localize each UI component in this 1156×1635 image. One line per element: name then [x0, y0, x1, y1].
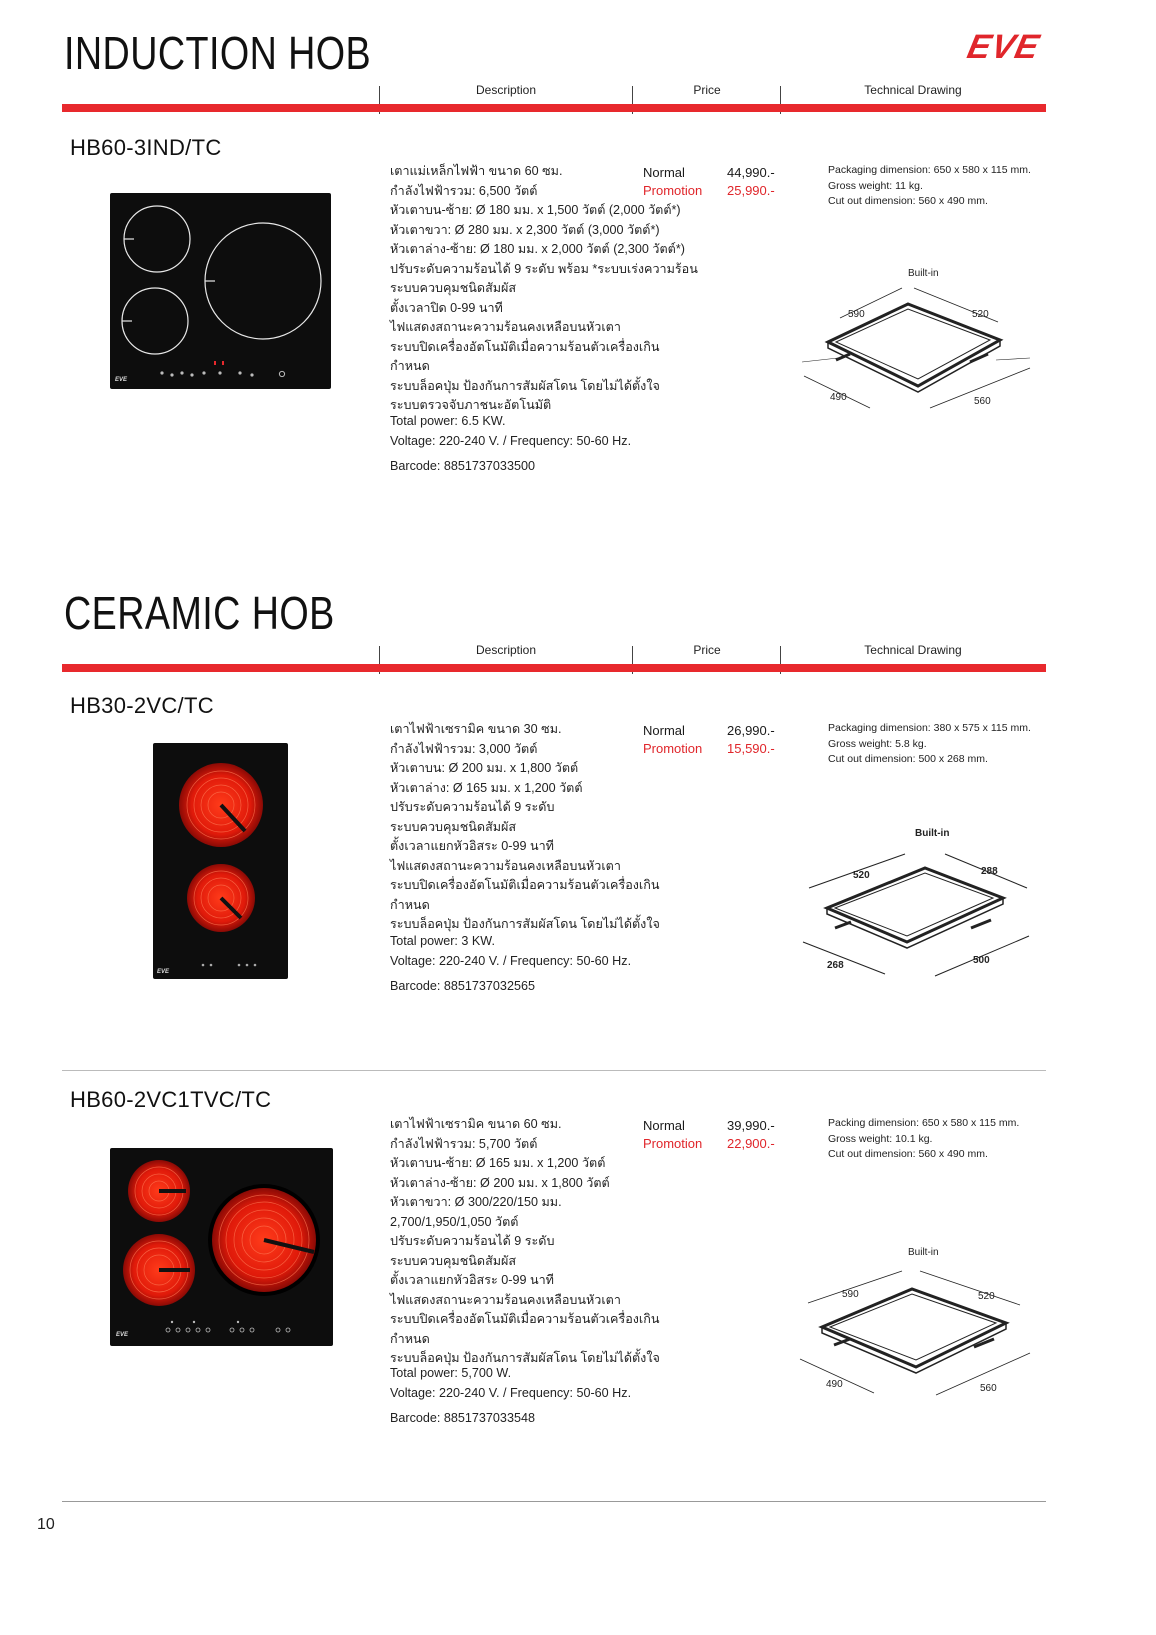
- desc-line: ตั้งเวลาปิด 0-99 นาที: [390, 300, 503, 315]
- desc-line: ปรับระดับความร้อนได้ 9 ระดับ: [390, 1234, 555, 1248]
- barcode: Barcode: 8851737033500: [390, 459, 535, 473]
- barcode: Barcode: 8851737033548: [390, 1411, 535, 1425]
- desc-line: ระบบปิดเครื่องอัตโนมัติเมื่อความร้อนตัวเครื่องเกิน: [390, 339, 660, 354]
- column-header-drawing: Technical Drawing: [864, 643, 962, 657]
- footer-divider: [62, 1501, 1046, 1502]
- desc-line: เตาไฟฟ้าเซรามิค ขนาด 60 ซม.: [390, 1117, 562, 1131]
- desc-line: กำลังไฟฟ้ารวม: 5,700 วัตต์: [390, 1136, 538, 1151]
- total-power: Total power: 5,700 W.: [390, 1366, 512, 1380]
- desc-line: หัวเตาล่าง-ซ้าย: Ø 180 มม. x 2,000 วัตต์ (2,300 วัตต์*): [390, 242, 685, 256]
- desc-line: กำหนด: [390, 897, 430, 912]
- desc-line: หัวเตาขวา: Ø 280 มม. x 2,300 วัตต์ (3,000 วัตต์*): [390, 222, 660, 237]
- promotion-price: 25,990.-: [727, 183, 775, 198]
- builtin-label: Built-in: [908, 1247, 939, 1258]
- desc-line: หัวเตาบน: Ø 200 มม. x 1,800 วัตต์: [390, 761, 579, 775]
- desc-line: ปรับระดับความร้อนได้ 9 ระดับ: [390, 800, 555, 814]
- packaging-dimension: Packaging dimension: 380 x 575 x 115 mm.: [828, 722, 1031, 734]
- dimension-label: 520: [978, 1291, 995, 1302]
- gross-weight: Gross weight: 10.1 kg.: [828, 1132, 933, 1145]
- technical-drawing: [790, 1243, 1040, 1403]
- desc-line: หัวเตาล่าง: Ø 165 มม. x 1,200 วัตต์: [390, 780, 583, 795]
- cutout-dimension: Cut out dimension: 500 x 268 mm.: [828, 753, 988, 765]
- normal-price: 26,990.-: [727, 723, 775, 738]
- dimension-label: 490: [830, 392, 847, 403]
- desc-line: ระบบล็อคปุ่ม ป้องกันการสัมผัสโดน โดยไม่ได้ตั้งใจ: [390, 378, 660, 393]
- column-header-price: Price: [693, 83, 721, 97]
- column-header-drawing: Technical Drawing: [864, 83, 962, 97]
- product-divider: [62, 1070, 1046, 1071]
- desc-line: 2,700/1,950/1,050 วัตต์: [390, 1214, 519, 1229]
- power-specs: [390, 932, 631, 971]
- gross-weight: Gross weight: 11 kg.: [828, 179, 923, 192]
- desc-line: เตาไฟฟ้าเซรามิค ขนาด 30 ซม.: [390, 722, 562, 736]
- packaging-dimension: Packaging dimension: 650 x 580 x 115 mm.: [828, 164, 1031, 176]
- desc-line: กำลังไฟฟ้ารวม: 6,500 วัตต์: [390, 183, 538, 198]
- svg-text:EVE: EVE: [116, 1332, 129, 1338]
- cutout-dimension: Cut out dimension: 560 x 490 mm.: [828, 1148, 988, 1160]
- builtin-label: Built-in: [908, 268, 939, 279]
- technical-specs: [828, 721, 1031, 768]
- desc-line: กำลังไฟฟ้ารวม: 3,000 วัตต์: [390, 741, 538, 756]
- promotion-price: 15,590.-: [727, 741, 775, 756]
- desc-line: ระบบล็อคปุ่ม ป้องกันการสัมผัสโดน โดยไม่ได้ตั้งใจ: [390, 1351, 660, 1365]
- desc-line: ระบบควบคุมชนิดสัมผัส: [390, 819, 517, 834]
- desc-line: ระบบล็อคปุ่ม ป้องกันการสัมผัสโดน โดยไม่ได้ตั้งใจ: [390, 917, 660, 931]
- builtin-hob-diagram: [790, 264, 1040, 424]
- dimension-label: 520: [972, 309, 989, 320]
- desc-line: หัวเตาบน-ซ้าย: Ø 165 มม. x 1,200 วัตต์: [390, 1156, 606, 1170]
- normal-price-label: Normal: [643, 165, 685, 180]
- technical-drawing: [795, 824, 1045, 984]
- desc-line: ระบบปิดเครื่องอัตโนมัติเมื่อความร้อนตัวเครื่องเกิน: [390, 878, 660, 892]
- normal-price: 44,990.-: [727, 165, 775, 180]
- dimension-label: 590: [848, 309, 865, 320]
- dimension-label: 500: [973, 955, 990, 966]
- power-specs: [390, 1364, 631, 1403]
- desc-line: กำหนด: [390, 359, 430, 373]
- column-header-description: Description: [475, 83, 537, 97]
- gross-weight: Gross weight: 5.8 kg.: [828, 737, 927, 750]
- desc-line: ไฟแสดงสถานะความร้อนคงเหลือบนหัวเตา: [390, 320, 621, 334]
- svg-text:EVE: EVE: [115, 377, 128, 383]
- column-header-price: Price: [693, 643, 721, 657]
- section-title-ceramic: CERAMIC HOB: [64, 587, 335, 639]
- voltage: Voltage: 220-240 V. / Frequency: 50-60 Hz.: [390, 433, 632, 448]
- technical-drawing: [790, 264, 1040, 424]
- technical-specs: [828, 1116, 1019, 1163]
- builtin-label: Built-in: [915, 828, 950, 839]
- section-header-bar: [62, 664, 1046, 672]
- desc-line: ระบบควบคุมชนิดสัมผัส: [390, 1253, 517, 1268]
- voltage: Voltage: 220-240 V. / Frequency: 50-60 Hz.: [390, 953, 632, 968]
- dimension-label: 560: [980, 1383, 997, 1394]
- dimension-label: 590: [842, 1289, 859, 1300]
- desc-line: เตาแม่เหล็กไฟฟ้า ขนาด 60 ซม.: [390, 164, 563, 178]
- promotion-price-label: Promotion: [643, 741, 703, 756]
- model-name: HB30-2VC/TC: [70, 693, 214, 718]
- normal-price-label: Normal: [643, 1118, 685, 1133]
- section-header-bar: [62, 104, 1046, 112]
- barcode: Barcode: 8851737032565: [390, 979, 535, 993]
- promotion-price-label: Promotion: [643, 1136, 703, 1151]
- product-description: [390, 162, 698, 416]
- technical-specs: [828, 163, 1031, 210]
- model-name: HB60-2VC1TVC/TC: [70, 1087, 272, 1112]
- cutout-dimension: Cut out dimension: 560 x 490 mm.: [828, 195, 988, 207]
- dimension-label: 490: [826, 1379, 843, 1390]
- desc-line: ระบบควบคุมชนิดสัมผัส: [390, 281, 517, 295]
- dimension-label: 288: [981, 866, 998, 877]
- packaging-dimension: Packing dimension: 650 x 580 x 115 mm.: [828, 1117, 1020, 1129]
- dimension-label: 268: [827, 960, 844, 971]
- normal-price: 39,990.-: [727, 1118, 775, 1133]
- desc-line: ตั้งเวลาแยกหัวอิสระ 0-99 นาที: [390, 839, 554, 853]
- desc-line: หัวเตาบน-ซ้าย: Ø 180 มม. x 1,500 วัตต์ (2,000 วัตต์*): [390, 203, 681, 217]
- induction-hob-image: [110, 193, 331, 389]
- desc-line: หัวเตาขวา: Ø 300/220/150 มม.: [390, 1195, 562, 1209]
- product-description: [390, 720, 660, 935]
- model-name: HB60-3IND/TC: [70, 135, 222, 160]
- desc-line: ไฟแสดงสถานะความร้อนคงเหลือบนหัวเตา: [390, 1292, 621, 1307]
- svg-text:EVE: EVE: [157, 969, 170, 975]
- desc-line: กำหนด: [390, 1331, 430, 1346]
- ceramic-hob-30-image: [153, 743, 288, 979]
- dimension-label: 520: [853, 870, 870, 881]
- desc-line: ปรับระดับความร้อนได้ 9 ระดับ พร้อม *ระบบเร่งความร้อน: [390, 261, 698, 276]
- desc-line: ตั้งเวลาแยกหัวอิสระ 0-99 นาที: [390, 1273, 554, 1287]
- eve-logo: EVE: [964, 28, 1044, 66]
- product-description: [390, 1115, 660, 1369]
- total-power: Total power: 6.5 KW.: [390, 414, 506, 428]
- promotion-price-label: Promotion: [643, 183, 703, 198]
- page-number: 10: [37, 1516, 55, 1533]
- promotion-price: 22,900.-: [727, 1136, 775, 1151]
- total-power: Total power: 3 KW.: [390, 934, 495, 948]
- dimension-label: 560: [974, 396, 991, 407]
- power-specs: [390, 412, 631, 451]
- column-header-description: Description: [475, 643, 537, 657]
- normal-price-label: Normal: [643, 723, 685, 738]
- desc-line: ระบบตรวจจับภาชนะอัตโนมัติ: [390, 398, 552, 412]
- voltage: Voltage: 220-240 V. / Frequency: 50-60 Hz.: [390, 1385, 632, 1400]
- desc-line: ระบบปิดเครื่องอัตโนมัติเมื่อความร้อนตัวเครื่องเกิน: [390, 1312, 660, 1326]
- desc-line: หัวเตาล่าง-ซ้าย: Ø 200 มม. x 1,800 วัตต์: [390, 1175, 610, 1190]
- ceramic-hob-60-image: [110, 1148, 333, 1346]
- section-title-induction: INDUCTION HOB: [64, 27, 372, 79]
- desc-line: ไฟแสดงสถานะความร้อนคงเหลือบนหัวเตา: [390, 858, 621, 873]
